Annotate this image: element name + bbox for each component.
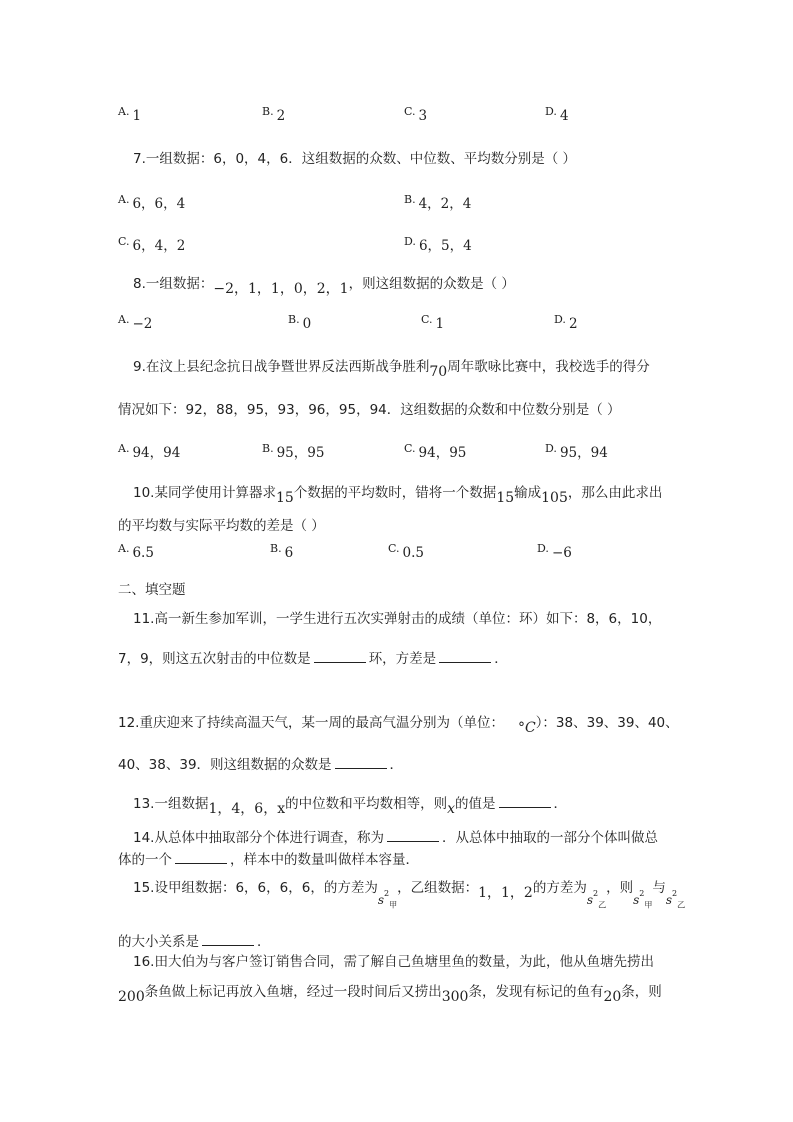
question-text: 的方差为 [532,880,587,896]
variance-jia: $s^2_甲$ [377,889,398,910]
math-expression: −2，1，1，0，2，1 [213,281,349,297]
question-11: 11.高一新生参加军训，一学生进行五次实弹射击的成绩（单位：环）如下：8，6，10， [133,611,662,627]
math-number: 70 [429,364,448,380]
option-letter: C. [118,235,130,248]
question-text: 个数据的平均数时，错将一个数据 [293,485,497,501]
question-text: 条，则 [621,984,662,1000]
question-text: ．从总体中抽取的一部分个体叫做总 [441,830,658,846]
q6-option-b[interactable] [262,105,286,124]
question-text: ，乙组数据： [397,880,479,896]
option-value: 94，94 [132,445,181,461]
question-text: ． [494,651,508,667]
option-letter: B. [404,193,416,206]
option-value: 0.5 [402,545,425,561]
q8-option-b[interactable] [288,313,312,332]
question-text: ）：38、39、39、40、 [535,715,679,731]
question-text: 15.设甲组数据：6，6，6，6，的方差为 [133,880,378,896]
option-letter: B. [262,105,274,118]
question-12-line-2 [118,753,403,773]
option-value: 6.5 [132,545,154,561]
variance-jia: $s^2_甲$ [633,889,653,910]
q10-option-b[interactable] [270,542,294,561]
question-text: ． [257,934,271,950]
option-letter: C. [421,313,433,326]
section-heading: 二、填空题 [118,582,186,598]
question-text: 13.一组数据 [133,796,209,812]
question-text: 输成 [514,485,542,501]
option-letter: A. [118,442,130,455]
question-8 [133,272,515,297]
option-letter: D. [537,542,549,555]
q7-option-b[interactable] [404,192,471,212]
q8-option-a[interactable] [118,313,153,332]
question-text: 7，9，则这五次射击的中位数是 [118,651,311,667]
variance-yi: $s^2_乙$ [665,889,686,910]
option-value: −6 [551,545,572,561]
option-letter: A. [118,105,130,118]
question-10-line-2: 的平均数与实际平均数的差是（ ） [118,518,325,534]
option-value: 95，94 [559,445,608,461]
q9-option-d[interactable] [545,441,608,461]
option-letter: A. [118,313,130,326]
option-letter: C. [404,105,416,118]
question-11-line-2 [118,647,508,667]
q10-option-a[interactable] [118,542,154,561]
answer-blank[interactable] [335,754,387,769]
q10-option-c[interactable] [388,542,425,561]
question-text: ． [389,757,404,773]
option-value: −2 [132,316,153,332]
option-value: 2 [568,316,578,332]
option-value: 1 [132,108,142,124]
q10-option-d[interactable] [537,542,572,561]
question-text: 的大小关系是 [118,934,199,950]
question-text: 的值是 [455,796,496,812]
q8-option-d[interactable] [554,313,578,332]
math-expression: 1，4，6，x [208,801,286,817]
option-value: 6，5，4 [418,238,472,254]
question-text: 9.在汶上县纪念抗日战争暨世界反法西斯战争胜利 [133,359,430,375]
question-16-line-2 [118,980,662,1005]
question-14 [133,826,658,846]
option-letter: A. [118,193,130,206]
unit-celsius: °C [517,720,536,736]
q7-option-d[interactable] [404,234,472,254]
option-letter: B. [270,542,282,555]
question-9 [133,355,650,380]
question-15 [133,876,686,910]
option-value: 3 [418,108,428,124]
option-value: 4，2，4 [418,196,472,212]
q9-option-b[interactable] [262,441,324,461]
question-text: ，则这组数据的众数是（ ） [348,276,515,292]
q7-option-c[interactable] [118,234,185,254]
question-text: 8.一组数据： [133,276,214,292]
q6-option-d[interactable] [545,105,569,124]
question-text: 10.某同学使用计算器求 [133,485,276,501]
math-number: 15 [275,490,294,506]
option-value: 4 [559,108,569,124]
q6-option-a[interactable] [118,105,142,124]
q6-option-c[interactable] [404,105,428,124]
option-letter: D. [545,105,557,118]
variance-yi: $s^2_乙$ [586,889,607,910]
answer-blank[interactable] [499,793,551,808]
option-value: 95，95 [276,445,325,461]
question-13 [133,792,568,817]
option-value: 0 [302,316,312,332]
option-value: 6，6，4 [132,196,186,212]
question-text: ，那么由此求出 [567,485,663,501]
option-value: 1 [435,316,445,332]
option-letter: D. [554,313,566,326]
question-text: 环，方差是 [368,651,437,667]
option-letter: D. [545,442,557,455]
option-letter: B. [288,313,300,326]
option-letter: C. [388,542,400,555]
question-text: ，则 [606,880,634,896]
question-text: 体的一个 [118,852,172,868]
question-text: 条鱼做上标记再放入鱼塘，经过一段时间后又捞出 [144,984,442,1000]
question-text: 周年歌咏比赛中，我校选手的得分 [447,359,650,375]
question-16: 16.田大伯为与客户签订销售合同，需了解自己鱼塘里鱼的数量，为此，他从鱼塘先捞出 [133,954,654,970]
q8-option-c[interactable] [421,313,445,332]
math-expression: 1，1，2 [478,885,533,901]
question-text: 12.重庆迎来了持续高温天气，某一周的最高气温分别为（单位： [118,715,504,731]
question-text: ，样本中的数量叫做样本容量． [230,852,419,868]
question-text: 的中位数和平均数相等，则 [285,796,448,812]
question-text: 与 [652,880,666,896]
question-text: 14.从总体中抽取部分个体进行调查，称为 [133,830,384,846]
math-number: 20 [603,989,622,1005]
option-letter: B. [262,442,274,455]
question-9-line-2: 情况如下：92，88，95，93，96，95，94．这组数据的众数和中位数分别是（ ） [118,402,621,418]
option-letter: A. [118,542,130,555]
option-letter: C. [404,442,416,455]
q7-option-a[interactable] [118,192,185,212]
answer-blank[interactable] [387,827,439,842]
answer-blank[interactable] [175,849,227,864]
q9-option-c[interactable] [404,441,466,461]
math-number: 200 [118,989,145,1005]
question-10 [133,481,663,506]
option-value: 6 [284,545,294,561]
answer-blank[interactable] [314,648,366,663]
answer-blank[interactable] [439,648,491,663]
math-number: 300 [441,989,469,1005]
option-letter: D. [404,235,416,248]
q9-option-a[interactable] [118,441,180,461]
question-14-line-2 [118,848,419,868]
question-7: 7.一组数据：6，0，4，6．这组数据的众数、中位数、平均数分别是（ ） [133,151,577,167]
math-variable: x [447,801,456,817]
question-text: 条，发现有标记的鱼有 [468,984,604,1000]
answer-blank[interactable] [202,931,254,946]
option-value: 94，95 [418,445,467,461]
math-number: 105 [541,490,568,506]
question-text: 40、38、39．则这组数据的众数是 [118,757,332,773]
question-text: ． [553,796,568,812]
math-number: 15 [496,490,515,506]
option-value: 6，4，2 [132,238,186,254]
option-value: 2 [276,108,286,124]
question-15-line-2 [118,930,271,950]
question-12 [118,711,679,736]
